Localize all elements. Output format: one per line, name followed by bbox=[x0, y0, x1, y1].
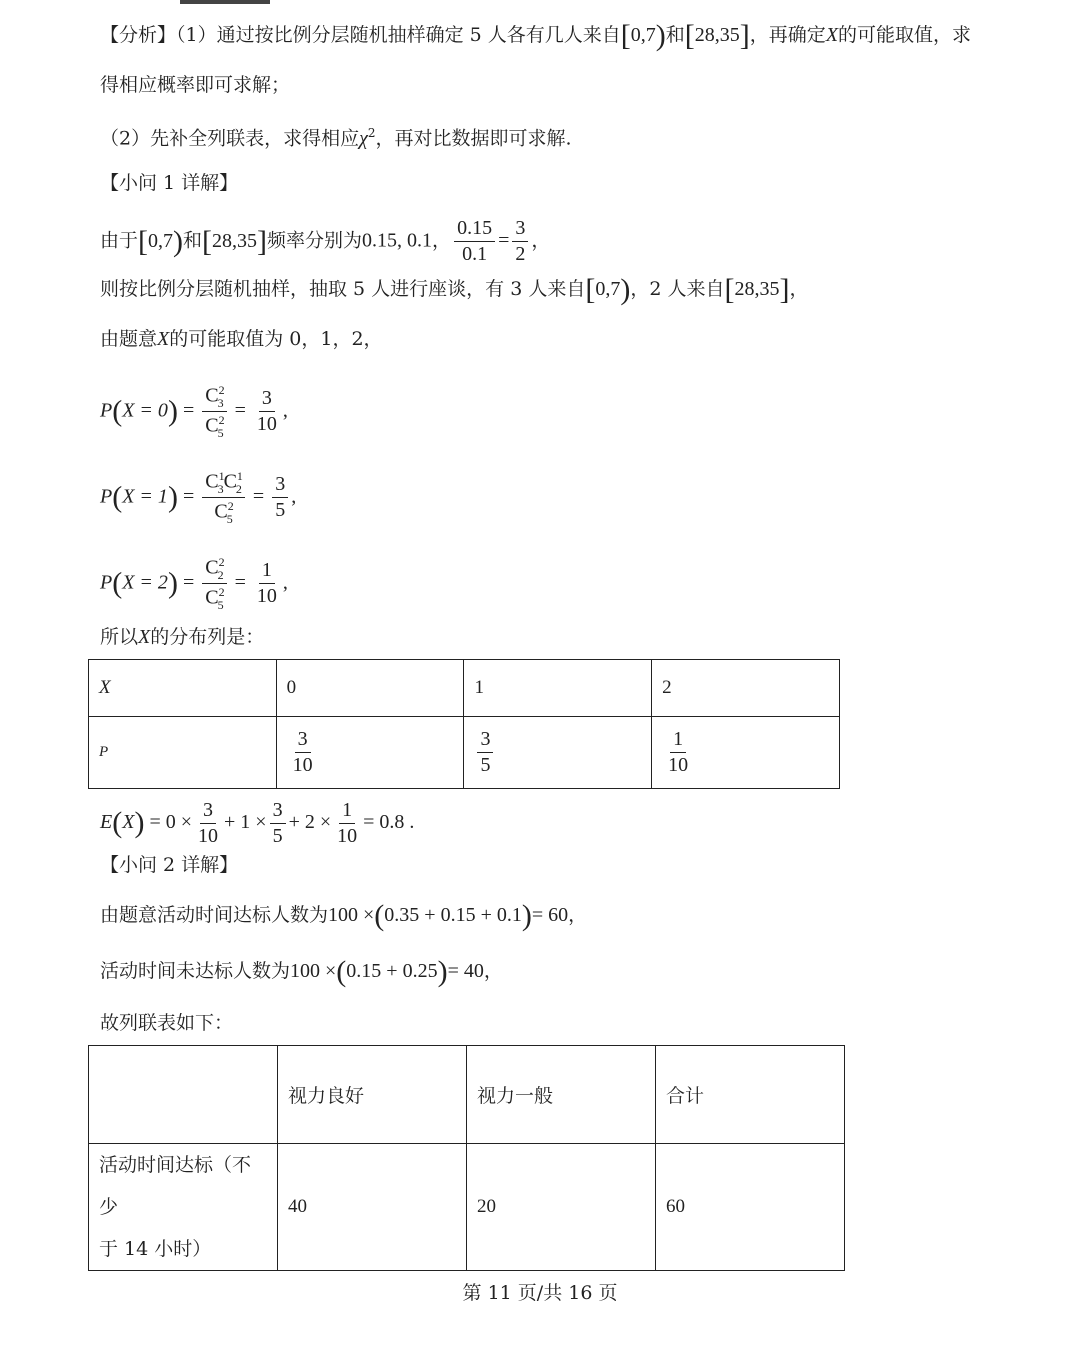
analysis-line-1: 【分析】（1）通过按比例分层随机抽样确定 5 人各有几人来自[0,7)和[28,35]，再确定X的可能取值，求 bbox=[100, 19, 972, 52]
q1-sample-line: 则按比例分层随机抽样，抽取 5 人进行座谈，有 3 人来自[0,7)，2 人来自[28,35]， bbox=[100, 273, 809, 306]
distribution-intro: 所以X的分布列是： bbox=[100, 626, 265, 648]
prob-x-1: P(X = 1) = $\frac{C^1_3C^1_2}{C^2_5}$ = $\frac{3}{5}$ , bbox=[100, 469, 297, 526]
table-row: P $\frac{3}{10}$ $\frac{3}{5}$ $\frac{1}{10}$ bbox=[89, 717, 840, 789]
page-footer: 第 11 页/共 16 页 bbox=[462, 1282, 618, 1304]
q2-table-intro: 故列联表如下： bbox=[100, 1012, 234, 1034]
q2-header: 【小问 2 详解】 bbox=[100, 854, 239, 876]
ratio-fraction: $\frac{0.15}{0.1}$ bbox=[454, 218, 495, 265]
analysis-label: 【分析】 bbox=[100, 24, 177, 46]
table-row: X 0 1 2 bbox=[89, 660, 840, 717]
q1-header: 【小问 1 详解】 bbox=[100, 172, 239, 194]
table-row: 活动时间达标（不少 于 14 小时） 40 20 60 bbox=[89, 1144, 845, 1271]
prob-x-0: P(X = 0) = $\frac{C^2_3}{C^2_5}$ = $\frac{3}{10}$ , bbox=[100, 383, 288, 440]
q1-values-line: 由题意X的可能取值为 0，1，2， bbox=[100, 328, 383, 350]
contingency-table bbox=[88, 1045, 845, 1271]
q1-frequency-line: 由于[0,7)和[28,35]频率分别为0.15, 0.1， $\frac{0.15}{0.1}$ = $\frac{3}{2}$ ， bbox=[100, 217, 551, 265]
table-row: 视力良好 视力一般 合计 bbox=[89, 1046, 845, 1144]
analysis-line-3: （2）先补全列联表，求得相应$\chi^2$，再对比数据即可求解. bbox=[100, 126, 572, 150]
analysis-line-2: 得相应概率即可求解； bbox=[100, 74, 291, 96]
q2-not-reach-line: 活动时间未达标人数为100 ×(0.15 + 0.25)= 40， bbox=[100, 955, 503, 988]
prob-x-2: P(X = 2) = $\frac{C^2_2}{C^2_5}$ = $\frac{1}{10}$ , bbox=[100, 555, 288, 612]
q2-reach-line: 由题意活动时间达标人数为100 ×(0.35 + 0.15 + 0.1)= 60， bbox=[100, 899, 588, 932]
distribution-table bbox=[88, 659, 840, 789]
top-edge-bar bbox=[180, 0, 270, 4]
expectation-line: E(X) = 0 × $\frac{3}{10}$ + 1 × $\frac{3}{5}$ + 2 × $\frac{1}{10}$ = 0.8 . bbox=[100, 799, 415, 847]
